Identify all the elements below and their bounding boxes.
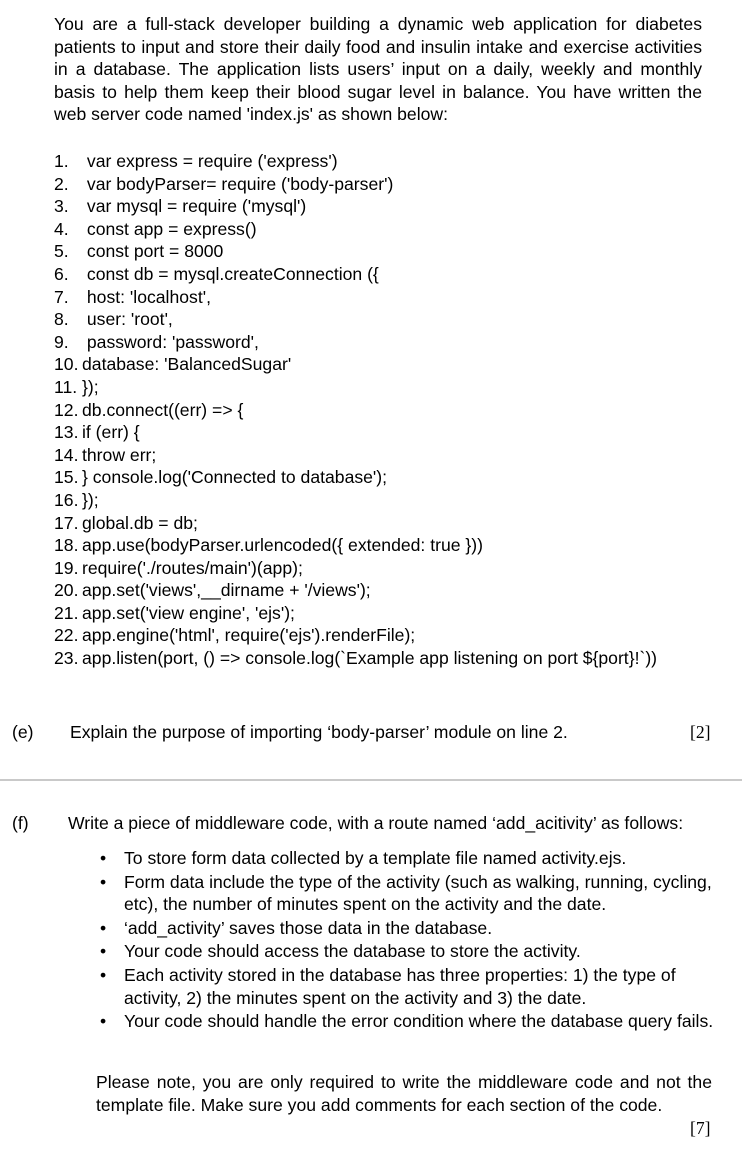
question-e-label: (e) xyxy=(12,722,34,742)
code-line xyxy=(54,173,734,196)
line-code: var mysql = require ('mysql') xyxy=(86,196,307,217)
bullet-icon: • xyxy=(100,848,107,868)
line-code: host: 'localhost', xyxy=(86,286,211,307)
line-code: }); xyxy=(82,376,99,397)
line-code: app.engine('html', require('ejs').renderFile); xyxy=(82,625,416,646)
section-divider xyxy=(0,779,742,781)
line-number: 22. xyxy=(54,625,79,646)
code-line xyxy=(54,421,734,444)
line-number: 2. xyxy=(54,173,69,194)
code-line xyxy=(54,534,734,557)
question-f-marks: [7] xyxy=(690,1118,711,1138)
question-f-label: (f) xyxy=(12,813,29,833)
line-code: }); xyxy=(82,489,99,510)
code-line xyxy=(54,376,734,399)
line-code: const app = express() xyxy=(86,218,257,239)
line-number: 17. xyxy=(54,512,79,533)
line-code: app.set('view engine', 'ejs'); xyxy=(82,602,295,623)
code-line xyxy=(54,331,734,354)
note-paragraph: Please note, you are only required to write the middleware code and not the template file. Make sure you add comments for each section of the code. xyxy=(96,1072,712,1115)
code-line xyxy=(54,308,734,331)
line-code: database: 'BalancedSugar' xyxy=(82,354,292,375)
requirements-list xyxy=(96,847,720,1034)
line-code: app.set('views',__dirname + '/views'); xyxy=(82,580,371,601)
line-code: } console.log('Connected to database'); xyxy=(82,467,388,488)
code-line xyxy=(54,286,734,309)
line-code: user: 'root', xyxy=(86,309,173,330)
line-number: 9. xyxy=(54,331,69,352)
line-number: 16. xyxy=(54,489,79,510)
code-line xyxy=(54,579,734,602)
line-number: 4. xyxy=(54,218,69,239)
list-item: • Your code should access the database to store the activity. xyxy=(100,941,581,962)
line-code: app.use(bodyParser.urlencoded({ extended: true })) xyxy=(82,535,484,556)
code-line xyxy=(54,466,734,489)
code-line xyxy=(54,150,734,173)
line-code: throw err; xyxy=(82,444,157,465)
code-listing xyxy=(54,150,734,670)
line-number: 18. xyxy=(54,535,79,556)
question-e-text: Explain the purpose of importing ‘body-parser’ module on line 2. xyxy=(70,722,568,742)
code-line xyxy=(54,647,734,670)
line-number: 8. xyxy=(54,309,69,330)
line-number: 12. xyxy=(54,399,79,420)
bullet-icon: • xyxy=(100,1011,107,1032)
bullet-icon: • xyxy=(100,964,107,985)
line-code: var express = require ('express') xyxy=(86,151,338,171)
line-number: 21. xyxy=(54,602,79,623)
question-f-text: Write a piece of middleware code, with a route named ‘add_acitivity’ as follows: xyxy=(68,813,684,833)
code-line xyxy=(54,240,734,263)
line-code: db.connect((err) => { xyxy=(82,399,244,420)
line-number: 7. xyxy=(54,286,69,307)
line-number: 14. xyxy=(54,444,79,465)
line-number: 20. xyxy=(54,580,79,601)
code-line xyxy=(54,624,734,647)
line-number: 5. xyxy=(54,241,69,262)
line-number: 10. xyxy=(54,354,79,375)
code-line xyxy=(54,489,734,512)
line-number: 19. xyxy=(54,557,79,578)
list-item: • Your code should handle the error condition where the database query fails. xyxy=(100,1011,714,1032)
line-code: if (err) { xyxy=(82,422,140,443)
code-line xyxy=(54,602,734,625)
list-item: • ‘add_activity’ saves those data in the database. xyxy=(100,917,493,938)
code-line xyxy=(54,512,734,535)
line-code: app.listen(port, () => console.log(`Example app listening on port ${port}!`)) xyxy=(82,648,658,669)
code-line xyxy=(54,557,734,580)
line-number: 13. xyxy=(54,422,79,443)
question-e-marks: [2] xyxy=(690,722,711,742)
line-code: const port = 8000 xyxy=(86,241,224,262)
list-item: • To store form data collected by a template file named activity.ejs. xyxy=(100,848,627,868)
line-number: 23. xyxy=(54,648,79,669)
line-code: password: 'password', xyxy=(86,331,259,352)
code-line xyxy=(54,218,734,241)
bullet-icon: • xyxy=(100,917,107,938)
line-code: const db = mysql.createConnection ({ xyxy=(86,263,379,284)
bullet-icon: • xyxy=(100,871,107,892)
code-line xyxy=(54,263,734,286)
line-code: var bodyParser= require ('body-parser') xyxy=(86,173,394,194)
list-item: • Each activity stored in the database has three properties: 1) the type of activity, 2) the minutes spent on the activity and 3) the date. xyxy=(100,964,676,1008)
intro-paragraph: You are a full-stack developer building a dynamic web application for diabetes patients to input and store their daily food and insulin intake and exercise activities in a database. The application lists users’ input on a daily, weekly and monthly basis to help them keep their blood sugar level in balance. You have written the web server code named 'index.js' as shown below: xyxy=(54,14,702,125)
line-code: require('./routes/main')(app); xyxy=(82,557,303,578)
line-number: 1. xyxy=(54,151,69,171)
code-line xyxy=(54,444,734,467)
line-number: 6. xyxy=(54,263,69,284)
list-item: • Form data include the type of the activity (such as walking, running, cycling, etc), the number of minutes spent on the activity and the date. xyxy=(100,871,712,915)
line-number: 11. xyxy=(54,376,78,397)
code-line xyxy=(54,399,734,422)
line-number: 15. xyxy=(54,467,79,488)
line-number: 3. xyxy=(54,196,69,217)
code-line xyxy=(54,195,734,218)
code-line xyxy=(54,353,734,376)
line-code: global.db = db; xyxy=(82,512,198,533)
bullet-icon: • xyxy=(100,941,107,962)
